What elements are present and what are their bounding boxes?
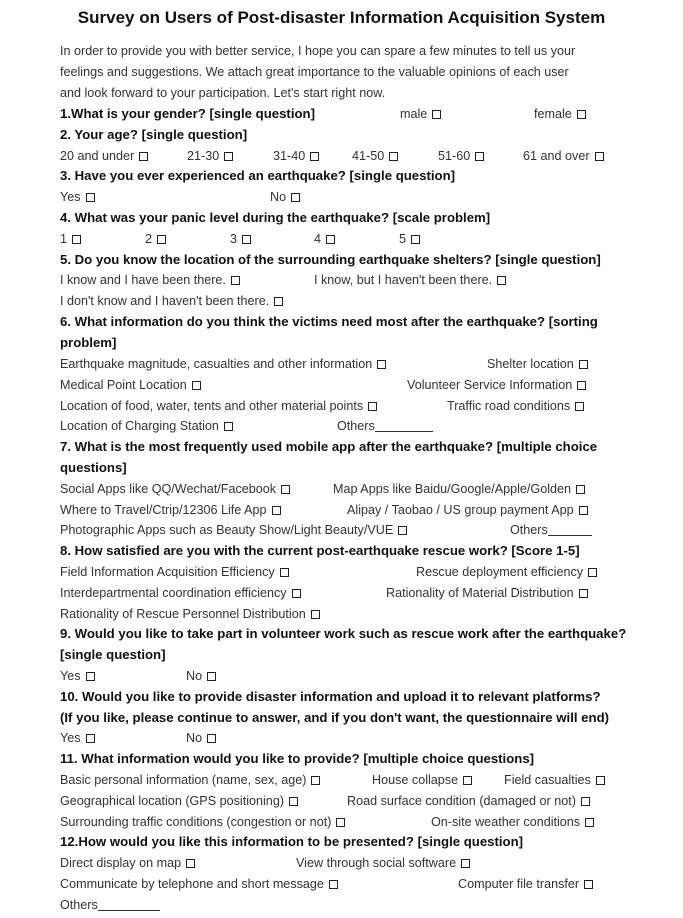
q7-option[interactable]: Map Apps like Baidu/Google/Apple/Golden (333, 479, 585, 500)
q10-options-row (60, 728, 633, 749)
checkbox[interactable] (411, 235, 420, 244)
q11-option[interactable]: Surrounding traffic conditions (congestion or not) (60, 812, 345, 833)
q4-option[interactable]: 1 (60, 229, 81, 250)
checkbox[interactable] (377, 360, 386, 369)
checkbox[interactable] (585, 818, 594, 827)
q2-option[interactable]: 61 and over (523, 146, 604, 167)
checkbox[interactable] (207, 672, 216, 681)
q11-options-row-3 (60, 812, 633, 833)
checkbox[interactable] (311, 610, 320, 619)
q11-option[interactable]: On-site weather conditions (431, 812, 594, 833)
checkbox[interactable] (281, 485, 290, 494)
q4-option[interactable]: 3 (230, 229, 251, 250)
checkbox[interactable] (398, 526, 407, 535)
checkbox[interactable] (272, 506, 281, 515)
checkbox[interactable] (596, 776, 605, 785)
checkbox[interactable] (336, 818, 345, 827)
q2-option[interactable]: 51-60 (438, 146, 484, 167)
q3-text: 3. Have you ever experienced an earthquake? [single question] (60, 168, 456, 183)
q7-option[interactable]: Alipay / Taobao / US group payment App (347, 500, 588, 521)
q11-option[interactable]: House collapse (372, 770, 472, 791)
checkbox[interactable] (461, 859, 470, 868)
q6-option[interactable]: Location of Charging Station (60, 416, 233, 437)
q1-text: 1.What is your gender? [single question] (60, 106, 315, 121)
q5-option[interactable]: I don't know and I haven't been there. (60, 291, 283, 312)
checkbox[interactable] (86, 734, 95, 743)
checkbox[interactable] (584, 880, 593, 889)
q6-option[interactable]: Volunteer Service Information (407, 375, 586, 396)
checkbox[interactable] (310, 152, 319, 161)
q7-text-line-2: questions] (60, 460, 127, 475)
q9-text-line-1: 9. Would you like to take part in volunteer work such as rescue work after the earthquake? (60, 626, 627, 641)
q12-options-row-1 (60, 853, 633, 874)
q5-option[interactable]: I know and I have been there. (60, 270, 240, 291)
q8-option[interactable]: Field Information Acquisition Efficiency (60, 562, 289, 583)
q8-option[interactable]: Interdepartmental coordination efficiency (60, 583, 301, 604)
checkbox[interactable] (86, 672, 95, 681)
intro-line-2: feelings and suggestions. We attach great importance to the valuable opinions of each user (60, 65, 569, 79)
checkbox[interactable] (576, 485, 585, 494)
q7-text-line-1: 7. What is the most frequently used mobile app after the earthquake? [multiple choice (60, 439, 598, 454)
q6-options-row-2 (60, 375, 633, 396)
q3-option-no[interactable]: No (270, 187, 300, 208)
q11-option[interactable]: Road surface condition (damaged or not) (347, 791, 590, 812)
q6-text-line-2: problem] (60, 335, 117, 350)
q8-option[interactable]: Rescue deployment efficiency (416, 562, 597, 583)
q7-option[interactable]: Where to Travel/Ctrip/12306 Life App (60, 500, 281, 521)
q7-option-others[interactable]: Others (510, 520, 592, 541)
checkbox[interactable] (575, 402, 584, 411)
intro-line-1: In order to provide you with better service, I hope you can spare a few minutes to tell us your (60, 44, 576, 58)
checkbox[interactable] (291, 193, 300, 202)
q5-options-row-2 (60, 291, 633, 312)
checkbox[interactable] (280, 568, 289, 577)
checkbox[interactable] (311, 776, 320, 785)
q1-option-female[interactable]: female (534, 104, 586, 125)
q9-option-no[interactable]: No (186, 666, 216, 687)
checkbox[interactable] (292, 589, 301, 598)
q12-option[interactable]: Direct display on map (60, 853, 195, 874)
q8-options-row-3 (60, 604, 633, 625)
checkbox[interactable] (579, 589, 588, 598)
text-blank[interactable] (98, 898, 160, 911)
checkbox[interactable] (588, 568, 597, 577)
checkbox[interactable] (475, 152, 484, 161)
checkbox[interactable] (289, 797, 298, 806)
q6-option-others[interactable]: Others (337, 416, 433, 437)
q9-text-line-2: [single question] (60, 647, 166, 662)
q2-option[interactable]: 20 and under (60, 146, 148, 167)
q12-option[interactable]: View through social software (296, 853, 470, 874)
intro-line-3: and look forward to your participation. Let's start right now. (60, 86, 386, 100)
text-blank[interactable] (375, 419, 433, 432)
q12-option[interactable]: Computer file transfer (458, 874, 593, 895)
checkbox[interactable] (497, 276, 506, 285)
checkbox[interactable] (186, 859, 195, 868)
checkbox[interactable] (463, 776, 472, 785)
q8-text: 8. How satisfied are you with the current post-earthquake rescue work? [Score 1-5] (60, 543, 580, 558)
q10-option-no[interactable]: No (186, 728, 216, 749)
checkbox[interactable] (274, 297, 283, 306)
checkbox[interactable] (432, 110, 441, 119)
checkbox[interactable] (579, 360, 588, 369)
q7-option[interactable]: Social Apps like QQ/Wechat/Facebook (60, 479, 290, 500)
checkbox[interactable] (577, 110, 586, 119)
q8-options-row-1 (60, 562, 633, 583)
q2-option[interactable]: 21-30 (187, 146, 233, 167)
q11-text: 11. What information would you like to provide? [multiple choice questions] (60, 751, 535, 766)
q7-options-row-1 (60, 479, 633, 500)
q7-options-row-2 (60, 500, 633, 521)
q4-option[interactable]: 5 (399, 229, 420, 250)
q10-text-line-1: 10. Would you like to provide disaster information and upload it to relevant platforms? (60, 689, 601, 704)
text-blank[interactable] (548, 523, 592, 536)
q11-option[interactable]: Basic personal information (name, sex, age) (60, 770, 320, 791)
checkbox[interactable] (139, 152, 148, 161)
survey-title: Survey on Users of Post-disaster Information Acquisition System (77, 8, 606, 27)
checkbox[interactable] (242, 235, 251, 244)
checkbox[interactable] (581, 797, 590, 806)
q7-options-row-3 (60, 520, 633, 541)
q11-option[interactable]: Geographical location (GPS positioning) (60, 791, 298, 812)
q8-option[interactable]: Rationality of Material Distribution (386, 583, 588, 604)
checkbox[interactable] (329, 880, 338, 889)
q6-option[interactable]: Traffic road conditions (447, 396, 584, 417)
q4-option[interactable]: 4 (314, 229, 335, 250)
q12-text: 12.How would you like this information to be presented? [single question] (60, 834, 524, 849)
q6-option[interactable]: Earthquake magnitude, casualties and other information (60, 354, 386, 375)
q5-options-row-1 (60, 270, 633, 291)
q6-options-row-1 (60, 354, 633, 375)
checkbox[interactable] (326, 235, 335, 244)
q8-option[interactable]: Rationality of Rescue Personnel Distribution (60, 604, 320, 625)
q5-text: 5. Do you know the location of the surrounding earthquake shelters? [single question] (60, 252, 601, 267)
q3-options-row (60, 187, 633, 208)
q9-options-row (60, 666, 633, 687)
checkbox[interactable] (231, 276, 240, 285)
q1-option-male[interactable]: male (400, 104, 441, 125)
q5-option[interactable]: I know, but I haven't been there. (314, 270, 506, 291)
q6-option[interactable]: Shelter location (487, 354, 588, 375)
q11-options-row-1 (60, 770, 633, 791)
q12-options-row-3 (60, 895, 633, 916)
q6-option[interactable]: Location of food, water, tents and other material points (60, 396, 377, 417)
q12-option-others[interactable]: Others (60, 895, 160, 916)
checkbox[interactable] (595, 152, 604, 161)
q6-options-row-3 (60, 396, 633, 417)
q12-option[interactable]: Communicate by telephone and short message (60, 874, 338, 895)
q7-option[interactable]: Photographic Apps such as Beauty Show/Light Beauty/VUE (60, 520, 407, 541)
q10-option-yes[interactable]: Yes (60, 728, 95, 749)
q2-option[interactable]: 31-40 (273, 146, 319, 167)
q11-option[interactable]: Field casualties (504, 770, 605, 791)
q3-option-yes[interactable]: Yes (60, 187, 95, 208)
checkbox[interactable] (72, 235, 81, 244)
checkbox[interactable] (389, 152, 398, 161)
q2-option[interactable]: 41-50 (352, 146, 398, 167)
q2-text: 2. Your age? [single question] (60, 127, 248, 142)
q4-option[interactable]: 2 (145, 229, 166, 250)
q4-text: 4. What was your panic level during the earthquake? [scale problem] (60, 210, 491, 225)
q10-text-line-2: (If you like, please continue to answer, and if you don't want, the questionnaire will end) (60, 710, 610, 725)
q12-options-row-2 (60, 874, 633, 895)
checkbox[interactable] (224, 152, 233, 161)
checkbox[interactable] (224, 422, 233, 431)
q9-option-yes[interactable]: Yes (60, 666, 95, 687)
checkbox[interactable] (368, 402, 377, 411)
checkbox[interactable] (157, 235, 166, 244)
checkbox[interactable] (579, 506, 588, 515)
q6-text-line-1: 6. What information do you think the victims need most after the earthquake? [sorting (60, 314, 598, 329)
q1-row (60, 104, 633, 125)
checkbox[interactable] (207, 734, 216, 743)
checkbox[interactable] (86, 193, 95, 202)
q8-options-row-2 (60, 583, 633, 604)
checkbox[interactable] (192, 381, 201, 390)
q11-options-row-2 (60, 791, 633, 812)
q6-option[interactable]: Medical Point Location (60, 375, 201, 396)
q4-options-row (60, 229, 633, 250)
checkbox[interactable] (577, 381, 586, 390)
q2-options-row (60, 146, 633, 167)
q6-options-row-4 (60, 416, 633, 437)
